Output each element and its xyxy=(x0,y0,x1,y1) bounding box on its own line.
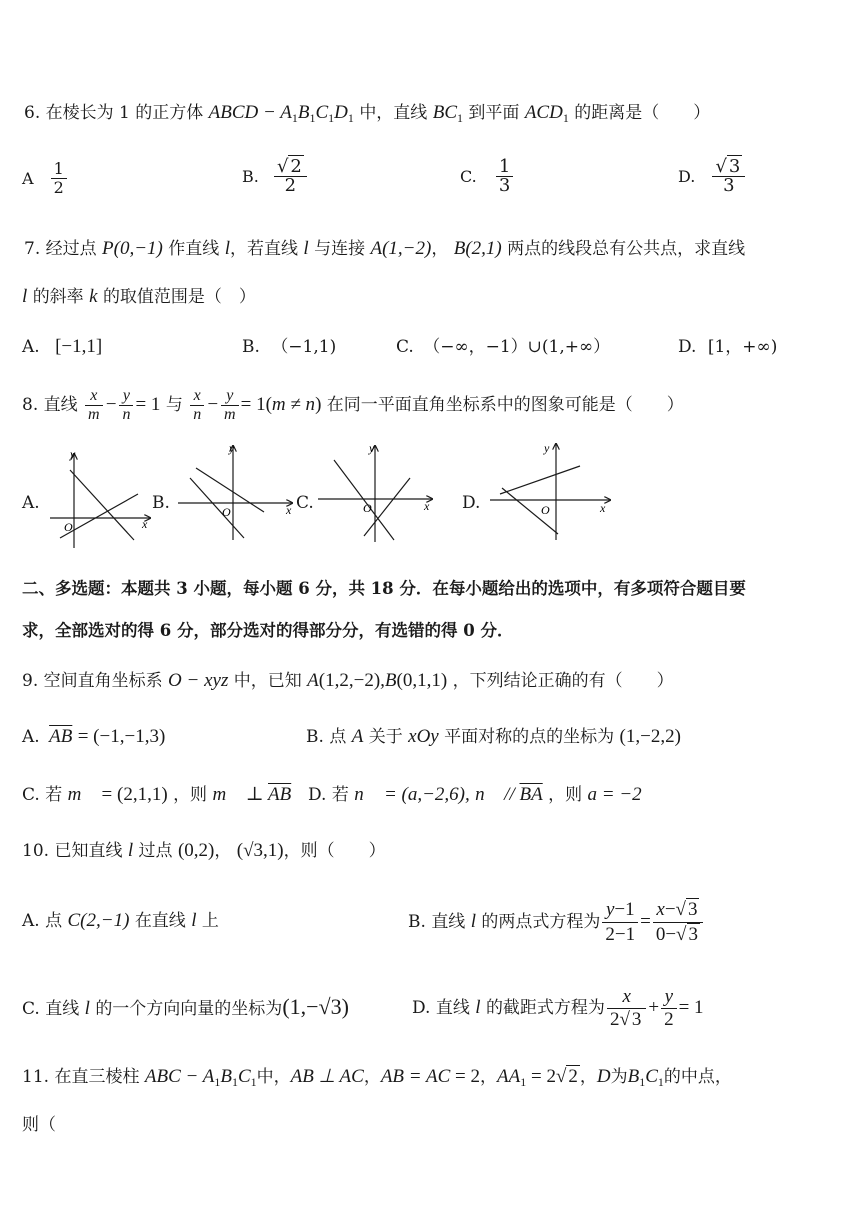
denominator: 2 xyxy=(53,178,64,197)
q10-text-3: ， xyxy=(214,841,232,861)
q6-cube: ABCD − $A_1B_1C_1D_1$ xyxy=(208,102,354,125)
q11-text-3: ， xyxy=(363,1067,381,1087)
q8-stem: 8. 直线 $\frac{x}{m}$ − $\frac{y}{n}$ = 1 与 $\frac{x}{n}$ − $\frac{y}{m}$ = 1(m ≠ n) 在同一平面直角坐标系中的图象可能是（ ） xyxy=(22,387,684,423)
option-value: [−1,1] xyxy=(55,336,103,357)
q6-text: 在棱长为 1 的正方体 xyxy=(45,103,204,123)
point-p: P(0,−1) xyxy=(102,238,163,259)
option-text-2: 在直线 xyxy=(134,911,186,931)
q11-text-4: ， xyxy=(480,1067,498,1087)
line-2 xyxy=(502,488,558,534)
q8-label-d[interactable]: D. xyxy=(462,493,481,513)
q8-graph-c xyxy=(318,446,432,542)
y-label: y xyxy=(70,447,76,461)
q8-label-c[interactable]: C. xyxy=(296,493,314,513)
line-l: l xyxy=(470,911,476,932)
q9-number: 9. xyxy=(22,671,39,691)
line-1 xyxy=(334,460,394,540)
y-label: y xyxy=(229,441,235,455)
fraction-x-n: $\frac{x}{n}$ xyxy=(190,387,204,424)
option-text-2: 的一个方向向量的坐标为 xyxy=(95,999,283,1019)
points-ab: A(1,2,−2),B(0,1,1) xyxy=(307,670,448,691)
q11-text: 在直三棱柱 xyxy=(54,1067,140,1087)
q6-plane: $ACD_1$ xyxy=(524,102,569,125)
fraction-x: $\frac{x-√ 3}{0-√ 3}$ xyxy=(653,898,703,947)
point-1: (0,2) xyxy=(177,840,215,861)
option-value-2: a = −2 xyxy=(587,784,642,805)
q7-option-d[interactable] xyxy=(678,336,777,358)
option-text-2: 关于 xyxy=(368,727,403,747)
fraction xyxy=(712,158,745,195)
fraction-x-m: $\frac{x}{m}$ xyxy=(85,387,103,424)
option-text-3: 平面对称的点的坐标为 xyxy=(444,727,615,747)
slope-k: k xyxy=(89,286,98,307)
fraction xyxy=(274,158,307,195)
option-text: 若 xyxy=(331,785,349,805)
option-letter: D. xyxy=(308,785,327,805)
line-l: l xyxy=(127,840,134,861)
option-text: 直线 xyxy=(435,998,470,1018)
q9-option-a[interactable] xyxy=(22,726,165,748)
option-letter: C. xyxy=(22,785,40,805)
option-value: = (−1,−1,3) xyxy=(77,726,166,747)
option-letter: B. xyxy=(242,337,260,357)
x-label: x xyxy=(424,499,430,513)
q10-stem xyxy=(22,840,386,862)
q6-number: 6. xyxy=(24,103,41,123)
numerator: √ 3 xyxy=(712,158,745,177)
q7-option-b[interactable] xyxy=(242,336,336,358)
fraction xyxy=(51,160,67,197)
q6-text-4: 的距离是（ ） xyxy=(574,103,711,123)
q6-option-a[interactable] xyxy=(22,160,69,197)
option-letter: D. xyxy=(412,998,431,1018)
q7-option-a[interactable] xyxy=(22,336,102,358)
line-1 xyxy=(70,470,134,540)
q10-number: 10. xyxy=(22,841,50,861)
q11-stem xyxy=(22,1066,732,1093)
option-value: [1，+∞) xyxy=(707,337,778,357)
q8-graph-b xyxy=(178,446,292,540)
perp-relation: m⃗ ⊥ $\overline{AB}$ xyxy=(212,784,292,805)
q11-text-7: 的中点， xyxy=(663,1067,732,1087)
line-l: l xyxy=(84,998,90,1019)
line-l: l xyxy=(191,910,197,931)
y-label: y xyxy=(544,441,550,455)
numerator: 1 xyxy=(51,160,67,179)
q8-graph-a xyxy=(50,454,150,548)
option-text-2: ，则 xyxy=(173,785,208,805)
q7-text: 经过点 xyxy=(45,239,97,259)
q7-stem-line2 xyxy=(22,286,256,308)
option-value: （−∞，−1）∪(1,+∞） xyxy=(423,337,611,357)
option-text: 直线 xyxy=(431,912,466,932)
q7-text-4: 与连接 xyxy=(314,239,366,259)
fraction xyxy=(496,158,513,195)
segment-b1c1: $B_1C_1$ xyxy=(627,1066,664,1089)
fraction-y-intercept: $\frac{y}{2}$ xyxy=(661,986,677,1031)
option-letter: A. xyxy=(22,337,40,357)
point-a: A(1,−2) xyxy=(370,238,432,259)
section-2-heading: 二、多选题：本题共 3 小题，每小题 6 分，共 18 分．在每小题给出的选项中，有多项符合题目要 xyxy=(22,579,746,598)
coord-system: O − xyz xyxy=(168,670,229,691)
point-2: (√3,1) xyxy=(236,840,284,861)
option-value: (1,−2,2) xyxy=(619,726,681,747)
line-2 xyxy=(190,478,244,538)
y-label: y xyxy=(369,441,375,455)
origin-label: O xyxy=(363,501,372,515)
option-text-2: 的两点式方程为 xyxy=(481,912,601,932)
q11-text-5: ， xyxy=(579,1067,597,1087)
line-l: l xyxy=(303,238,309,259)
q7-text-5: 两点的线段总有公共点，求直线 xyxy=(507,239,746,259)
perp-ab-ac: AB ⊥ AC xyxy=(290,1066,364,1087)
denominator: 3 xyxy=(498,175,511,196)
option-letter: C. xyxy=(396,337,414,357)
q6-option-d[interactable] xyxy=(678,158,747,195)
option-value: = (a,−2,6), xyxy=(383,784,470,805)
fraction-y-n: $\frac{y}{n}$ xyxy=(119,387,133,424)
q9-option-c[interactable] xyxy=(22,784,291,806)
denominator: 3 xyxy=(723,175,735,196)
option-text-2: 的截距式方程为 xyxy=(485,998,605,1018)
option-letter: A. xyxy=(22,727,40,747)
point-a: A xyxy=(351,726,364,747)
line-l: l xyxy=(475,997,481,1018)
parallel-relation: n⃗ // $\overline{BA}$ xyxy=(475,784,543,805)
q8-text: 直线 xyxy=(43,395,78,415)
option-text: 直线 xyxy=(45,999,80,1019)
q9-option-b[interactable] xyxy=(306,726,681,748)
x-label: x xyxy=(600,501,606,515)
q9-option-d[interactable] xyxy=(308,784,642,806)
q7-text-3: ，若直线 xyxy=(229,239,298,259)
option-text: 点 xyxy=(45,911,63,931)
option-text: 若 xyxy=(45,785,63,805)
q10-text-2: 过点 xyxy=(138,841,173,861)
plane-xoy: xOy xyxy=(408,726,439,747)
q10-option-a[interactable] xyxy=(22,910,219,932)
denominator: 2 xyxy=(284,175,297,196)
q9-stem xyxy=(22,670,674,692)
option-letter: B. xyxy=(306,727,324,747)
option-text: 点 xyxy=(329,727,347,747)
q6-text-2: 中，直线 xyxy=(359,103,428,123)
q6-option-b[interactable] xyxy=(242,158,309,195)
line-1 xyxy=(196,468,264,512)
q6-text-3: 到平面 xyxy=(468,103,520,123)
option-letter: D. xyxy=(678,167,696,186)
q8-label-a[interactable]: A. xyxy=(22,493,40,513)
numerator: √ 2 xyxy=(274,158,307,177)
q7-number: 7. xyxy=(24,239,41,259)
option-letter: A. xyxy=(22,911,40,931)
q6-option-c[interactable] xyxy=(460,158,515,195)
eq-aa1: $AA_1 = 2√$ 2 xyxy=(497,1066,578,1089)
q10-option-c[interactable] xyxy=(22,996,349,1020)
fraction-y-m: $\frac{y}{m}$ xyxy=(221,387,239,424)
q7-stem xyxy=(24,238,745,260)
q11-text-6: 为 xyxy=(610,1067,628,1087)
origin-label: O xyxy=(64,520,73,534)
q8-graph-d xyxy=(490,444,610,540)
option-letter: A xyxy=(22,169,34,188)
option-value: = (2,1,1) xyxy=(101,784,168,805)
origin-label: O xyxy=(222,505,231,519)
q9-text: 空间直角坐标系 xyxy=(43,671,163,691)
q6-line: $BC_1$ xyxy=(432,102,463,125)
fraction-x-intercept: $\frac{x}{2√ 3}$ xyxy=(607,986,646,1031)
q10-option-b[interactable]: B. 直线 l 的两点式方程为 $\frac{y-1}{2-1}$ = $\frac{x-√ 3}{0-√ 3}$ xyxy=(408,894,705,950)
q11-text-2: 中， xyxy=(256,1067,291,1087)
option-letter: C. xyxy=(22,999,40,1019)
q10-text: 已知直线 xyxy=(54,841,123,861)
section-2-heading-line2: 求，全部选对的得 6 分，部分选对的得部分分，有选错的得 0 分． xyxy=(22,621,514,640)
q9-text-2: 中，已知 xyxy=(233,671,302,691)
option-text-2: ，则 xyxy=(548,785,583,805)
eq-ab-ac: AB = AC = 2 xyxy=(380,1066,481,1087)
line-1 xyxy=(500,466,580,494)
point-b: B(2,1) xyxy=(453,238,502,259)
option-letter: C. xyxy=(460,167,477,186)
separator: ， xyxy=(431,239,449,259)
q7-option-c[interactable] xyxy=(396,336,610,358)
vector-ab: $\overline{AB}$ xyxy=(49,726,73,747)
q11-number: 11. xyxy=(22,1067,50,1087)
option-letter: D. xyxy=(678,337,697,357)
option-letter: B. xyxy=(408,912,426,932)
q8-text-3: 在同一平面直角坐标系中的图象可能是（ ） xyxy=(326,395,684,415)
q7-text-7: 的取值范围是（ ） xyxy=(102,287,256,307)
line-2 xyxy=(364,478,410,536)
q8-number: 8. xyxy=(22,395,39,415)
q8-label-b[interactable]: B. xyxy=(152,493,170,513)
x-label: x xyxy=(142,517,148,531)
q8-text-2: 与 xyxy=(165,395,183,415)
q9-text-3: ，下列结论正确的有（ ） xyxy=(452,671,674,691)
prism: ABC − $A_1B_1C_1$ xyxy=(144,1066,257,1089)
numerator: 1 xyxy=(496,158,513,177)
q7-text-2: 作直线 xyxy=(168,239,220,259)
q10-option-d[interactable]: D. 直线 l 的截距式方程为 $\frac{x}{2√ 3}$ + $\frac{y}{2}$ = 1 xyxy=(412,986,704,1030)
q11-stem-line2: 则（ xyxy=(22,1115,56,1135)
origin-label: O xyxy=(541,503,550,517)
fraction-y: $\frac{y-1}{2-1}$ xyxy=(602,898,638,947)
option-value: (1,−√3) xyxy=(282,994,349,1019)
option-letter: B. xyxy=(242,167,259,186)
q7-text-6: 的斜率 xyxy=(32,287,84,307)
line-2 xyxy=(60,494,138,538)
vector-m: m⃗ xyxy=(67,784,97,805)
vector-n: n⃗ xyxy=(354,784,379,805)
option-value: （−1,1) xyxy=(271,337,337,357)
point-c: C(2,−1) xyxy=(67,910,130,931)
option-text-3: 上 xyxy=(201,911,219,931)
q6-stem xyxy=(24,102,710,129)
x-label: x xyxy=(286,503,292,517)
line-l: l xyxy=(224,238,230,259)
point-d: D xyxy=(596,1066,611,1087)
line-l: l xyxy=(22,286,28,307)
q10-text-4: ，则（ ） xyxy=(283,841,386,861)
